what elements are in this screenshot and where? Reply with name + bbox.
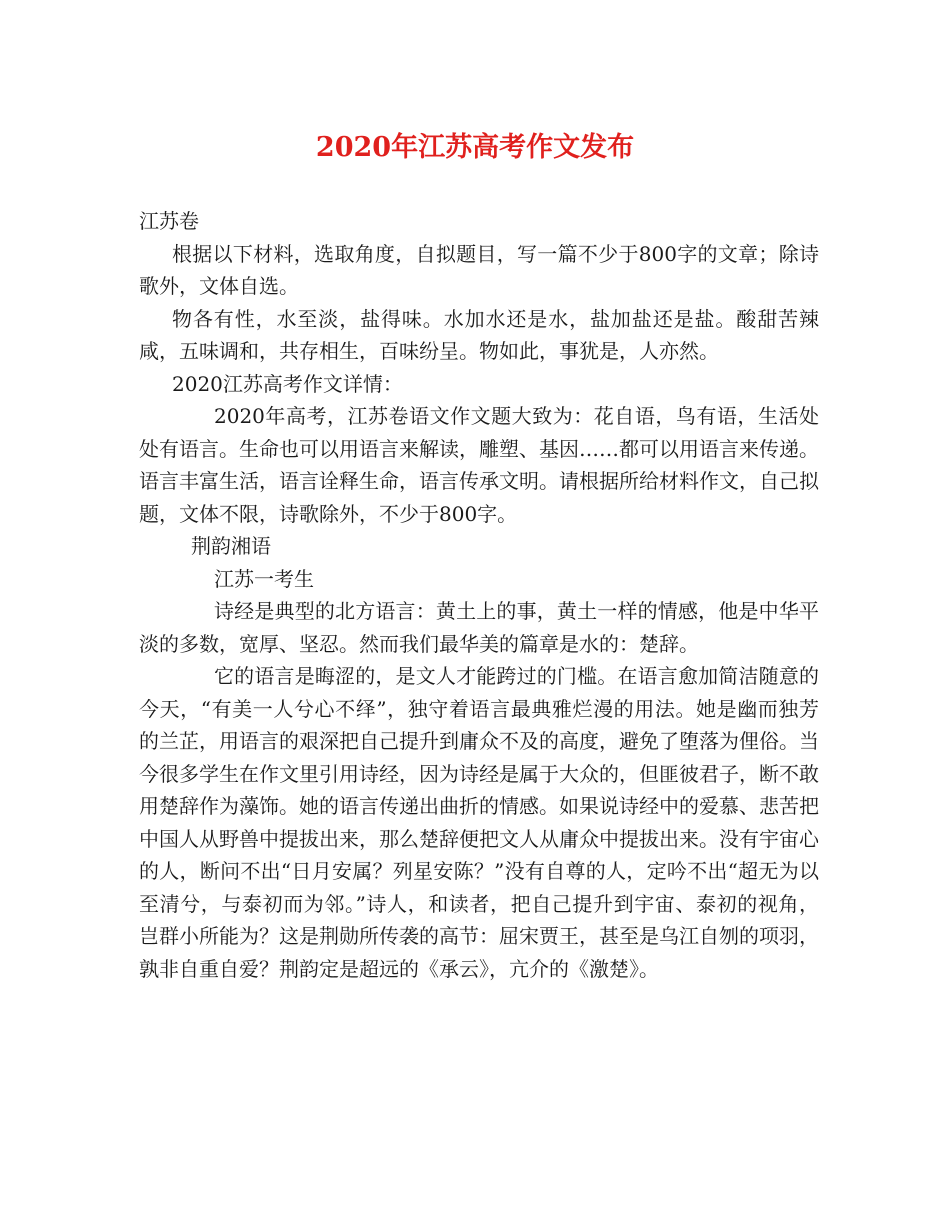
essay-paragraph: 它的语言是晦涩的，是文人才能跨过的门槛。在语言愈加简洁随意的今天，“有美一人兮心不绎”，独守着语言最典雅烂漫的用法。她是幽而独芳的兰芷，用语言的艰深把自己提升到庸众不及的高度，避免了堕落为俚俗。当今很多学生在作文里引用诗经，因为诗经是属于大众的，但匪彼君子，断不敢用楚辞作为藻饰。她的语言传递出曲折的情感。如果说诗经中的爱慕、悲苦把中国人从野兽中提拔出来，那么楚辞便把文人从庸众中提拔出来。没有宇宙心的人，断问不出“日月安属？列星安陈？”没有自尊的人，定吟不出“超无为以至清兮，与泰初而为邻。”诗人，和读者，把自己提升到宇宙、泰初的视角，岂群小所能为？这是荆勋所传袭的高节：屈宋贾王，甚至是乌江自刎的项羽，孰非自重自爱？荆韵定是超远的《承云》，亢介的《激楚》。 — [139, 664, 819, 981]
essay-title: 荆韵湘语 — [191, 534, 271, 558]
document-body — [139, 205, 819, 985]
prompt-instructions: 根据以下材料，选取角度，自拟题目，写一篇不少于800字的文章；除诗歌外，文体自选。 — [139, 241, 819, 298]
document-title: 2020年江苏高考作文发布 — [315, 132, 635, 163]
details-heading: 2020江苏高考作文详情： — [172, 371, 403, 396]
essay-author: 江苏一考生 — [214, 566, 314, 591]
details-paragraph: 2020年高考，江苏卷语文作文题大致为：花自语，鸟有语，生活处处有语言。生命也可以用语言来解读，雕塑、基因……都可以用语言来传递。语言丰富生活，语言诠释生命，语言传承文明。请根据所给材料作文，自己拟题，文体不限，诗歌除外，不少于800字。 — [139, 404, 819, 526]
prompt-material: 物各有性，水至淡，盐得味。水加水还是水，盐加盐还是盐。酸甜苦辣咸，五味调和，共存相生，百味纷呈。物如此，事犹是，人亦然。 — [139, 306, 819, 363]
essay-paragraph: 诗经是典型的北方语言：黄土上的事，黄土一样的情感，他是中华平淡的多数，宽厚、坚忍。然而我们最华美的篇章是水的：楚辞。 — [139, 599, 819, 656]
section-label-jiangsu: 江苏卷 — [139, 209, 199, 233]
